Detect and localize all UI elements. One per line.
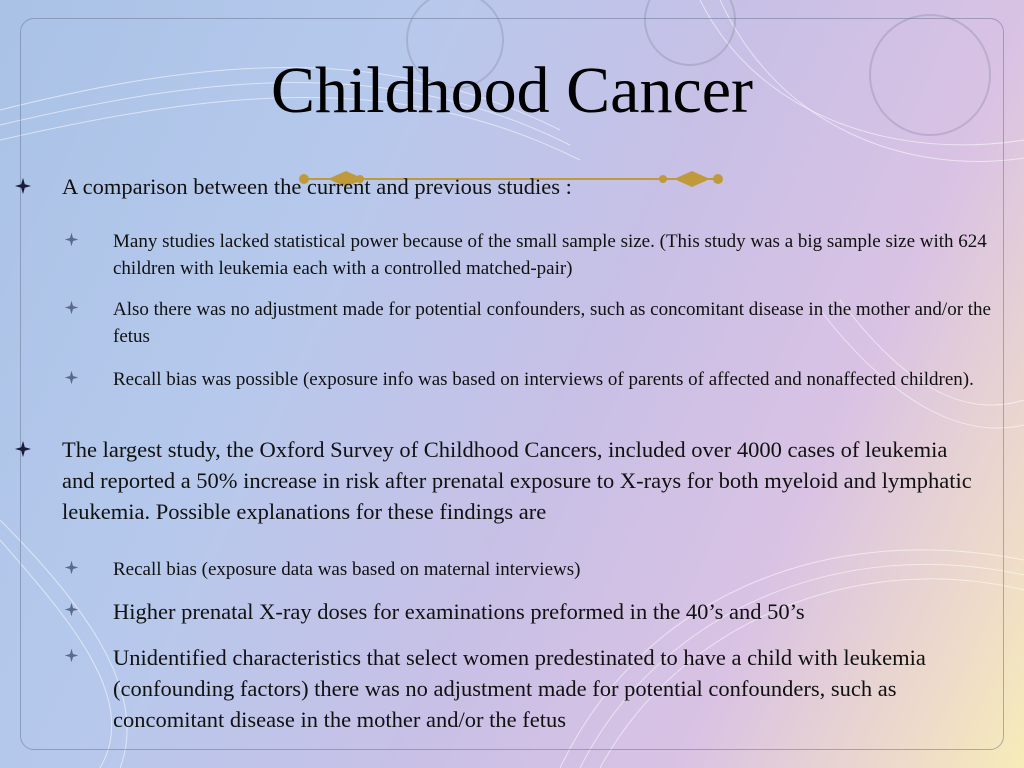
- sub-bullet-text: Recall bias was possible (exposure info was based on interviews of parents of affected and nonaffected children).: [113, 369, 974, 390]
- bullet-item: [14, 434, 984, 527]
- four-point-star-icon: [14, 177, 32, 195]
- four-point-star-icon: [64, 648, 79, 663]
- four-point-star-icon: [64, 602, 79, 617]
- sub-bullet-text: Many studies lacked statistical power because of the small sample size. (This study was a big sample size with 624 children with leukemia each with a controlled matched-pair): [113, 231, 987, 279]
- sub-bullet-item: [64, 366, 1004, 393]
- sub-bullet-item: [64, 228, 1004, 282]
- sub-bullet-item: [64, 296, 1009, 350]
- bullet-text: The largest study, the Oxford Survey of Childhood Cancers, included over 4000 cases of leukemia and reported a 50% increase in risk after prenatal exposure to X-rays for both myeloid and lymphatic leukemia. Possible explanations for these findings are: [62, 437, 972, 524]
- four-point-star-icon: [64, 300, 79, 315]
- bullet-item: [14, 171, 974, 202]
- four-point-star-icon: [64, 370, 79, 385]
- sub-bullet-text: Also there was no adjustment made for potential confounders, such as concomitant disease in the mother and/or the fetus: [113, 299, 991, 347]
- sub-bullet-text: Unidentified characteristics that select women predestinated to have a child with leukemia (confounding factors) there was no adjustment made for potential confounders, such as concomitant disease in the mother and/or the fetus: [113, 645, 926, 732]
- slide-title: Childhood Cancer: [270, 54, 754, 127]
- four-point-star-icon: [64, 560, 79, 575]
- sub-bullet-item: [64, 596, 994, 627]
- sub-bullet-text: Higher prenatal X-ray doses for examinations preformed in the 40’s and 50’s: [113, 599, 805, 624]
- bullet-text: A comparison between the current and previous studies :: [62, 174, 572, 199]
- sub-bullet-item: [64, 642, 949, 735]
- four-point-star-icon: [64, 232, 79, 247]
- four-point-star-icon: [14, 440, 32, 458]
- sub-bullet-text: Recall bias (exposure data was based on maternal interviews): [113, 559, 581, 580]
- sub-bullet-item: [64, 556, 994, 583]
